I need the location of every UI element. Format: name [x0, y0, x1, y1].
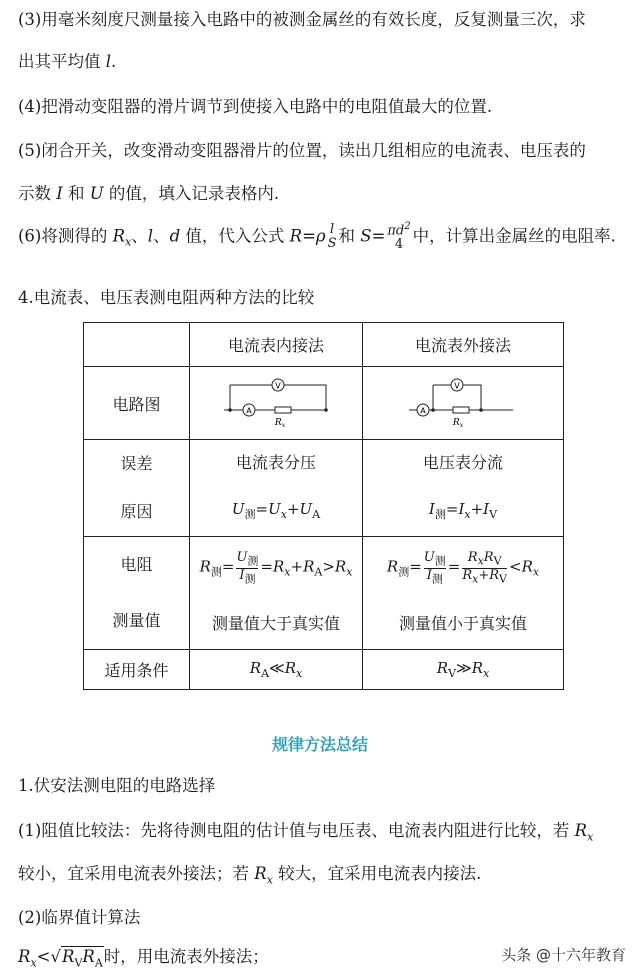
paragraph-step-4: (4)把滑动变阻器的滑片调节到使接入电路中的电阻值最大的位置. — [18, 97, 493, 116]
rules-summary-title: 规律方法总结 — [271, 735, 368, 754]
sym: R — [303, 558, 315, 577]
text: 中，计算出金属丝的电阻率. — [412, 226, 616, 246]
sym: R — [334, 558, 347, 577]
sym: R — [471, 659, 484, 677]
fraction-pi-d2-over-4 — [387, 222, 410, 252]
circuit-diagram-internal — [216, 371, 336, 431]
op: = — [221, 558, 235, 577]
measured-external-note: 测量值小于真实值 — [398, 613, 527, 633]
sub: A — [312, 508, 321, 522]
table-row-measured-value — [84, 537, 564, 650]
rule-1-title: 1.伏安法测电阻的电路选择 — [18, 776, 216, 795]
numerator — [424, 551, 446, 567]
sym: R — [199, 558, 211, 577]
text: 值，代入公式 — [180, 226, 290, 246]
sym: R — [284, 659, 297, 677]
text: 、 — [131, 226, 148, 246]
numerator — [387, 222, 410, 238]
sub: x — [472, 572, 479, 586]
op: = — [255, 500, 269, 519]
numerator — [236, 551, 258, 567]
sub: V — [499, 572, 507, 586]
symbol-R: R — [574, 821, 588, 840]
denominator — [236, 568, 258, 585]
comparison-table — [83, 322, 564, 690]
label-line1: 电阻 — [120, 554, 153, 574]
denominator: S — [327, 235, 337, 251]
sub: 测 — [431, 572, 443, 586]
condition-external — [363, 650, 564, 690]
text: 较小，宜采用电流表外接法；若 — [18, 864, 255, 883]
formula-internal — [190, 500, 362, 522]
op: + — [286, 500, 300, 519]
sub: 测 — [244, 572, 256, 586]
op: = — [445, 500, 459, 519]
sym: R — [62, 947, 75, 966]
sub: x — [464, 508, 471, 522]
sym: R — [249, 659, 262, 677]
row-label-measured-value — [84, 537, 190, 650]
error-internal-text: 电流表分压 — [235, 453, 316, 473]
sym: I — [426, 567, 432, 583]
table-row-error-cause — [84, 440, 564, 537]
sym: U — [236, 550, 248, 566]
text: 和 — [338, 226, 361, 246]
text: 时，用电流表外接法； — [103, 947, 269, 966]
formula-r-external — [363, 551, 563, 584]
condition-internal — [190, 650, 363, 690]
subscript-x: x — [30, 956, 37, 970]
table-row-circuit — [84, 367, 564, 440]
symbol-R: R — [254, 864, 267, 883]
error-external-text: 电压表分流 — [422, 453, 503, 473]
symbol-rho: ρ — [315, 226, 326, 246]
paragraph-step-5-line2 — [18, 180, 279, 204]
sub: 测 — [434, 555, 446, 569]
paragraph-step-5-line1: (5)闭合开关，改变滑动变阻器滑片的位置，读出几组相应的电流表、电压表的 — [18, 141, 586, 160]
voltmeter-label: V — [275, 381, 281, 391]
op: + — [290, 558, 304, 577]
sym: R — [436, 659, 449, 677]
sym: U — [423, 550, 435, 566]
subscript-x: x — [587, 830, 594, 844]
numerator — [462, 551, 507, 567]
section-4-title: 4.电流表、电压表测电阻两种方法的比较 — [18, 288, 315, 307]
sym: U — [268, 500, 281, 519]
symbol-R: R — [112, 226, 126, 246]
table-row-condition — [84, 650, 564, 690]
paragraph-step-3-line2 — [18, 48, 116, 72]
denominator — [424, 568, 446, 585]
rule-critical-title: (2)临界值计算法 — [18, 908, 141, 927]
sub: V — [493, 555, 502, 569]
sub: V — [74, 956, 83, 970]
watermark: 头条 @十六年教育 — [501, 946, 626, 964]
sub: x — [532, 566, 540, 580]
text: (1)阻值比较法：先将待测电阻的估计值与电压表、电流表内阻进行比较，若 — [18, 821, 575, 840]
sub: 测 — [398, 566, 410, 580]
label-line1: 误差 — [120, 453, 153, 473]
sym: R — [82, 947, 95, 966]
sub: A — [94, 956, 103, 970]
circuit-diagram-external — [403, 371, 523, 431]
sym: R — [462, 567, 473, 583]
sqrt-expression: $√R_VR_A$ — [50, 947, 103, 970]
label-line2: 原因 — [120, 501, 153, 521]
paragraph-step-3-line1: (3)用毫米刻度尺测量接入电路中的被测金属丝的有效长度，反复测量三次，求 — [18, 10, 586, 29]
fraction-parallel — [462, 551, 507, 584]
op: < — [509, 558, 522, 577]
row-label-circuit: 电路图 — [84, 367, 190, 440]
sym: R — [521, 558, 533, 577]
sub: x — [284, 566, 291, 580]
op: = — [409, 558, 422, 577]
formula-r-internal — [190, 551, 362, 584]
resistor-icon — [275, 407, 291, 413]
text: 、 — [153, 226, 170, 246]
sub: x — [280, 508, 287, 522]
symbol-S: S — [360, 226, 372, 246]
text: 示数 — [18, 184, 57, 203]
error-external-cell — [363, 440, 564, 537]
sub: x — [477, 555, 484, 569]
subscript-x: x — [125, 235, 132, 249]
circuit-internal-cell — [190, 367, 363, 440]
text: 和 — [62, 184, 90, 203]
text: 较大，宜采用电流表内接法. — [272, 864, 482, 883]
sym: U — [299, 500, 313, 519]
subscript-x: x — [266, 873, 273, 887]
rule-comparison-line2 — [18, 860, 481, 886]
measured-internal-note: 测量值大于真实值 — [211, 613, 340, 633]
radicand — [61, 946, 104, 970]
measured-internal-cell — [190, 537, 363, 650]
symbol-l: l — [105, 52, 112, 71]
sub: x — [296, 667, 303, 680]
text: = — [371, 226, 386, 246]
sub: 测 — [434, 508, 446, 522]
header-internal: 电流表内接法 — [190, 323, 363, 367]
symbol-U: U — [89, 184, 104, 203]
header-empty-cell — [84, 323, 190, 367]
error-internal-cell — [190, 440, 363, 537]
symbol-d: d — [169, 226, 181, 246]
sub: x — [346, 566, 353, 580]
sym: I — [428, 500, 435, 519]
symbol-R: R — [18, 947, 31, 966]
sym: I — [483, 500, 490, 519]
sub: A — [314, 566, 323, 580]
label-line2: 测量值 — [112, 610, 161, 630]
op: = — [447, 558, 461, 577]
sub: x — [483, 667, 490, 680]
rule-comparison-line1 — [18, 817, 593, 843]
formula-external — [363, 500, 563, 522]
sub: 测 — [210, 566, 222, 580]
sub: V — [489, 508, 498, 522]
text: 的值，填入记录表格内. — [103, 184, 280, 203]
symbol-I: I — [56, 184, 63, 203]
op: = — [260, 558, 273, 577]
sym: R — [489, 567, 500, 583]
voltmeter-label: V — [454, 381, 460, 391]
row-label-condition: 适用条件 — [84, 650, 190, 690]
op: ≫ — [456, 659, 472, 677]
header-external: 电流表外接法 — [363, 323, 564, 367]
numerator: l — [329, 222, 335, 238]
exponent: 2 — [404, 221, 411, 232]
sub: V — [448, 667, 457, 680]
op: + — [470, 500, 484, 519]
op: < — [36, 947, 51, 966]
ammeter-label: A — [420, 406, 426, 416]
sym: R — [386, 558, 399, 577]
circuit-external-cell — [363, 367, 564, 440]
text: 出其平均值 — [18, 52, 106, 71]
sub: A — [261, 667, 270, 680]
resistor-label: $R_x$ — [274, 418, 286, 429]
sub: 测 — [247, 555, 259, 569]
symbol-R: R — [289, 226, 303, 246]
fraction-U-over-I — [236, 551, 258, 584]
paragraph-step-6 — [18, 222, 616, 252]
measured-external-cell — [363, 537, 564, 650]
table-header-row — [84, 323, 564, 367]
sym: R — [272, 558, 285, 577]
text: . — [111, 52, 117, 71]
sub: 测 — [244, 508, 256, 522]
sym: R — [467, 550, 478, 566]
fraction-U-over-I — [424, 551, 446, 584]
denominator: 4 — [394, 236, 404, 252]
sym: I — [239, 567, 245, 583]
sym: U — [231, 500, 245, 519]
text: (6)将测得的 — [18, 226, 113, 246]
text: πd — [387, 223, 405, 239]
denominator — [462, 568, 507, 585]
op: > — [322, 558, 335, 577]
sym: I — [458, 500, 465, 519]
text: = — [302, 226, 316, 246]
sym: R — [483, 550, 494, 566]
op: ≪ — [269, 659, 285, 677]
ammeter-label: A — [246, 406, 252, 416]
symbol-l: l — [147, 226, 154, 246]
row-label-error-cause — [84, 440, 190, 537]
op: + — [478, 567, 490, 583]
rule-critical-formula — [18, 943, 269, 969]
resistor-icon — [453, 407, 469, 413]
resistor-label: $R_x$ — [452, 418, 464, 429]
fraction-l-over-S — [328, 223, 337, 250]
